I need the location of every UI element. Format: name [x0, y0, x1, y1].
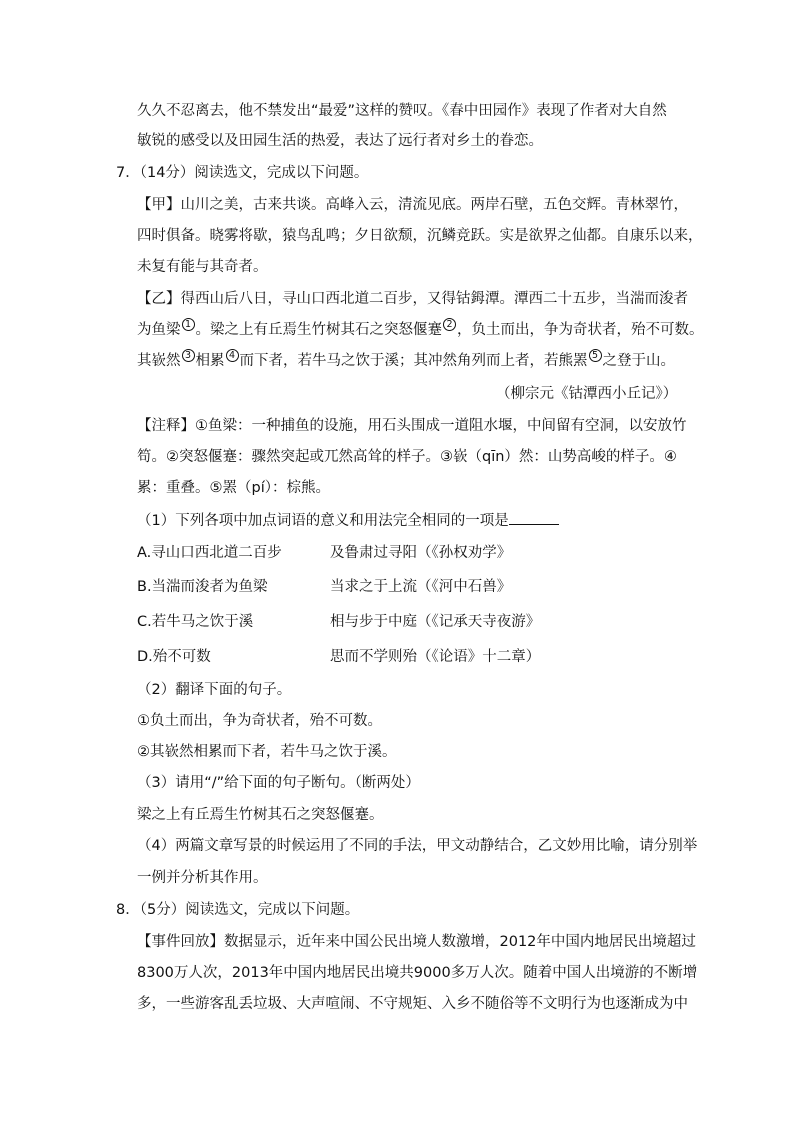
option-d: [137, 647, 541, 667]
event-line-1: 【事件回放】数据显示，近年来中国公民出境人数激增，2012年中国内地居民出境超过: [137, 934, 696, 950]
footnote-marker-5: 5: [589, 349, 602, 362]
sub-question-2: （2）翻译下面的句子。: [137, 682, 292, 698]
passage-jia-line-1: 【甲】山川之美，古来共谈。高峰入云，清流见底。两岸石壁，五色交辉。青林翠竹，: [137, 197, 688, 213]
option-b-left: B.当湍而浚者为鱼梁: [137, 579, 268, 595]
text-segment: 。梁之上有丘焉生竹树其石之突怒偃蹇: [195, 322, 442, 338]
sub-question-3: （3）请用“/”给下面的句子断句。（断两处）: [137, 775, 420, 791]
option-c: [137, 612, 541, 632]
option-b: [137, 577, 512, 597]
sub-question-4-line-1: （4）两篇文章写景的时候运用了不同的手法，甲文动静结合，乙文妙用比喻，请分别举: [137, 838, 698, 854]
text-segment: 而下者，若牛马之饮于溪；其冲然角列而上者，若熊罴: [239, 353, 588, 369]
option-a: [137, 543, 512, 563]
passage-yi-line-2: [137, 320, 704, 340]
passage-source: （柳宗元《钴潭西小丘记》）: [496, 386, 678, 402]
intro-line-1: 久久不忍离去，他不禁发出“最爱”这样的赞叹。《春中田园作》表现了作者对大自然: [137, 103, 667, 119]
text-segment: 之登于山。: [602, 353, 675, 369]
option-b-right: 当求之于上流（《河中石兽》: [330, 579, 512, 595]
sub-question-4-line-2: 一例并分析其作用。: [137, 870, 268, 886]
footnote-marker-4: 4: [226, 349, 239, 362]
text-segment: 为鱼梁: [137, 322, 181, 338]
option-c-right: 相与步于中庭（《记承天寺夜游》: [330, 614, 541, 630]
text-segment: ，负土而出，争为奇状者，殆不可数。: [457, 322, 704, 338]
translate-sentence-1: ①负土而出，争为奇状者，殆不可数。: [137, 713, 382, 729]
option-d-right: 思而不学则殆（《论语》十二章）: [330, 649, 541, 665]
translate-sentence-2: ②其嵚然相累而下者，若牛马之饮于溪。: [137, 744, 397, 760]
event-line-2: 8300万人次，2013年中国内地居民出境共9000多万人次。随着中国人出境游的不断增: [137, 965, 698, 981]
event-line-3: 多，一些游客乱丢垃圾、大声喧闹、不守规矩、入乡不随俗等不文明行为也逐渐成为中: [137, 996, 688, 1012]
option-a-left: A.寻山口西北道二百步: [137, 545, 282, 561]
passage-yi-line-3: [137, 351, 675, 371]
text-segment: 相累: [195, 353, 225, 369]
notes-line-3: 累：重叠。⑤罴（pí）：棕熊。: [137, 480, 330, 496]
sub-question-1-prompt: （1）下列各项中加点词语的意义和用法完全相同的一项是: [137, 513, 509, 529]
option-d-left: D.殆不可数: [137, 649, 211, 665]
footnote-marker-2: 2: [443, 318, 456, 331]
notes-line-1: 【注释】①鱼梁：一种捕鱼的设施，用石头围成一道阻水堰，中间留有空洞，以安放竹: [137, 418, 687, 434]
passage-yi-line-1: 【乙】得西山后八日，寻山口西北道二百步，又得钴鉧潭。潭西二十五步，当湍而浚者: [137, 291, 688, 307]
option-c-left: C.若牛马之饮于溪: [137, 614, 254, 630]
option-a-right: 及鲁肃过寻阳（《孙权劝学》: [330, 545, 512, 561]
passage-jia-line-3: 未复有能与其奇者。: [137, 259, 268, 275]
question-7-header: 7．（14分）阅读选文，完成以下问题。: [116, 165, 369, 181]
footnote-marker-1: 1: [182, 318, 195, 331]
footnote-marker-3: 3: [182, 349, 195, 362]
answer-blank[interactable]: [509, 510, 559, 525]
text-segment: 其嵚然: [137, 353, 181, 369]
punctuate-sentence: 梁之上有丘焉生竹树其石之突怒偃蹇。: [137, 807, 384, 823]
intro-line-2: 敏锐的感受以及田园生活的热爱，表达了远行者对乡土的眷恋。: [137, 133, 543, 149]
passage-jia-line-2: 四时俱备。晓雾将歇，猿鸟乱鸣；夕日欲颓，沉鳞竞跃。实是欲界之仙都。自康乐以来，: [137, 228, 703, 244]
notes-line-2: 笱。②突怒偃蹇：骤然突起或兀然高耸的样子。③嵚（qīn）然：山势高峻的样子。④: [137, 449, 677, 465]
question-8-header: 8．（5分）阅读选文，完成以下问题。: [116, 902, 360, 918]
sub-question-1: [137, 510, 559, 531]
